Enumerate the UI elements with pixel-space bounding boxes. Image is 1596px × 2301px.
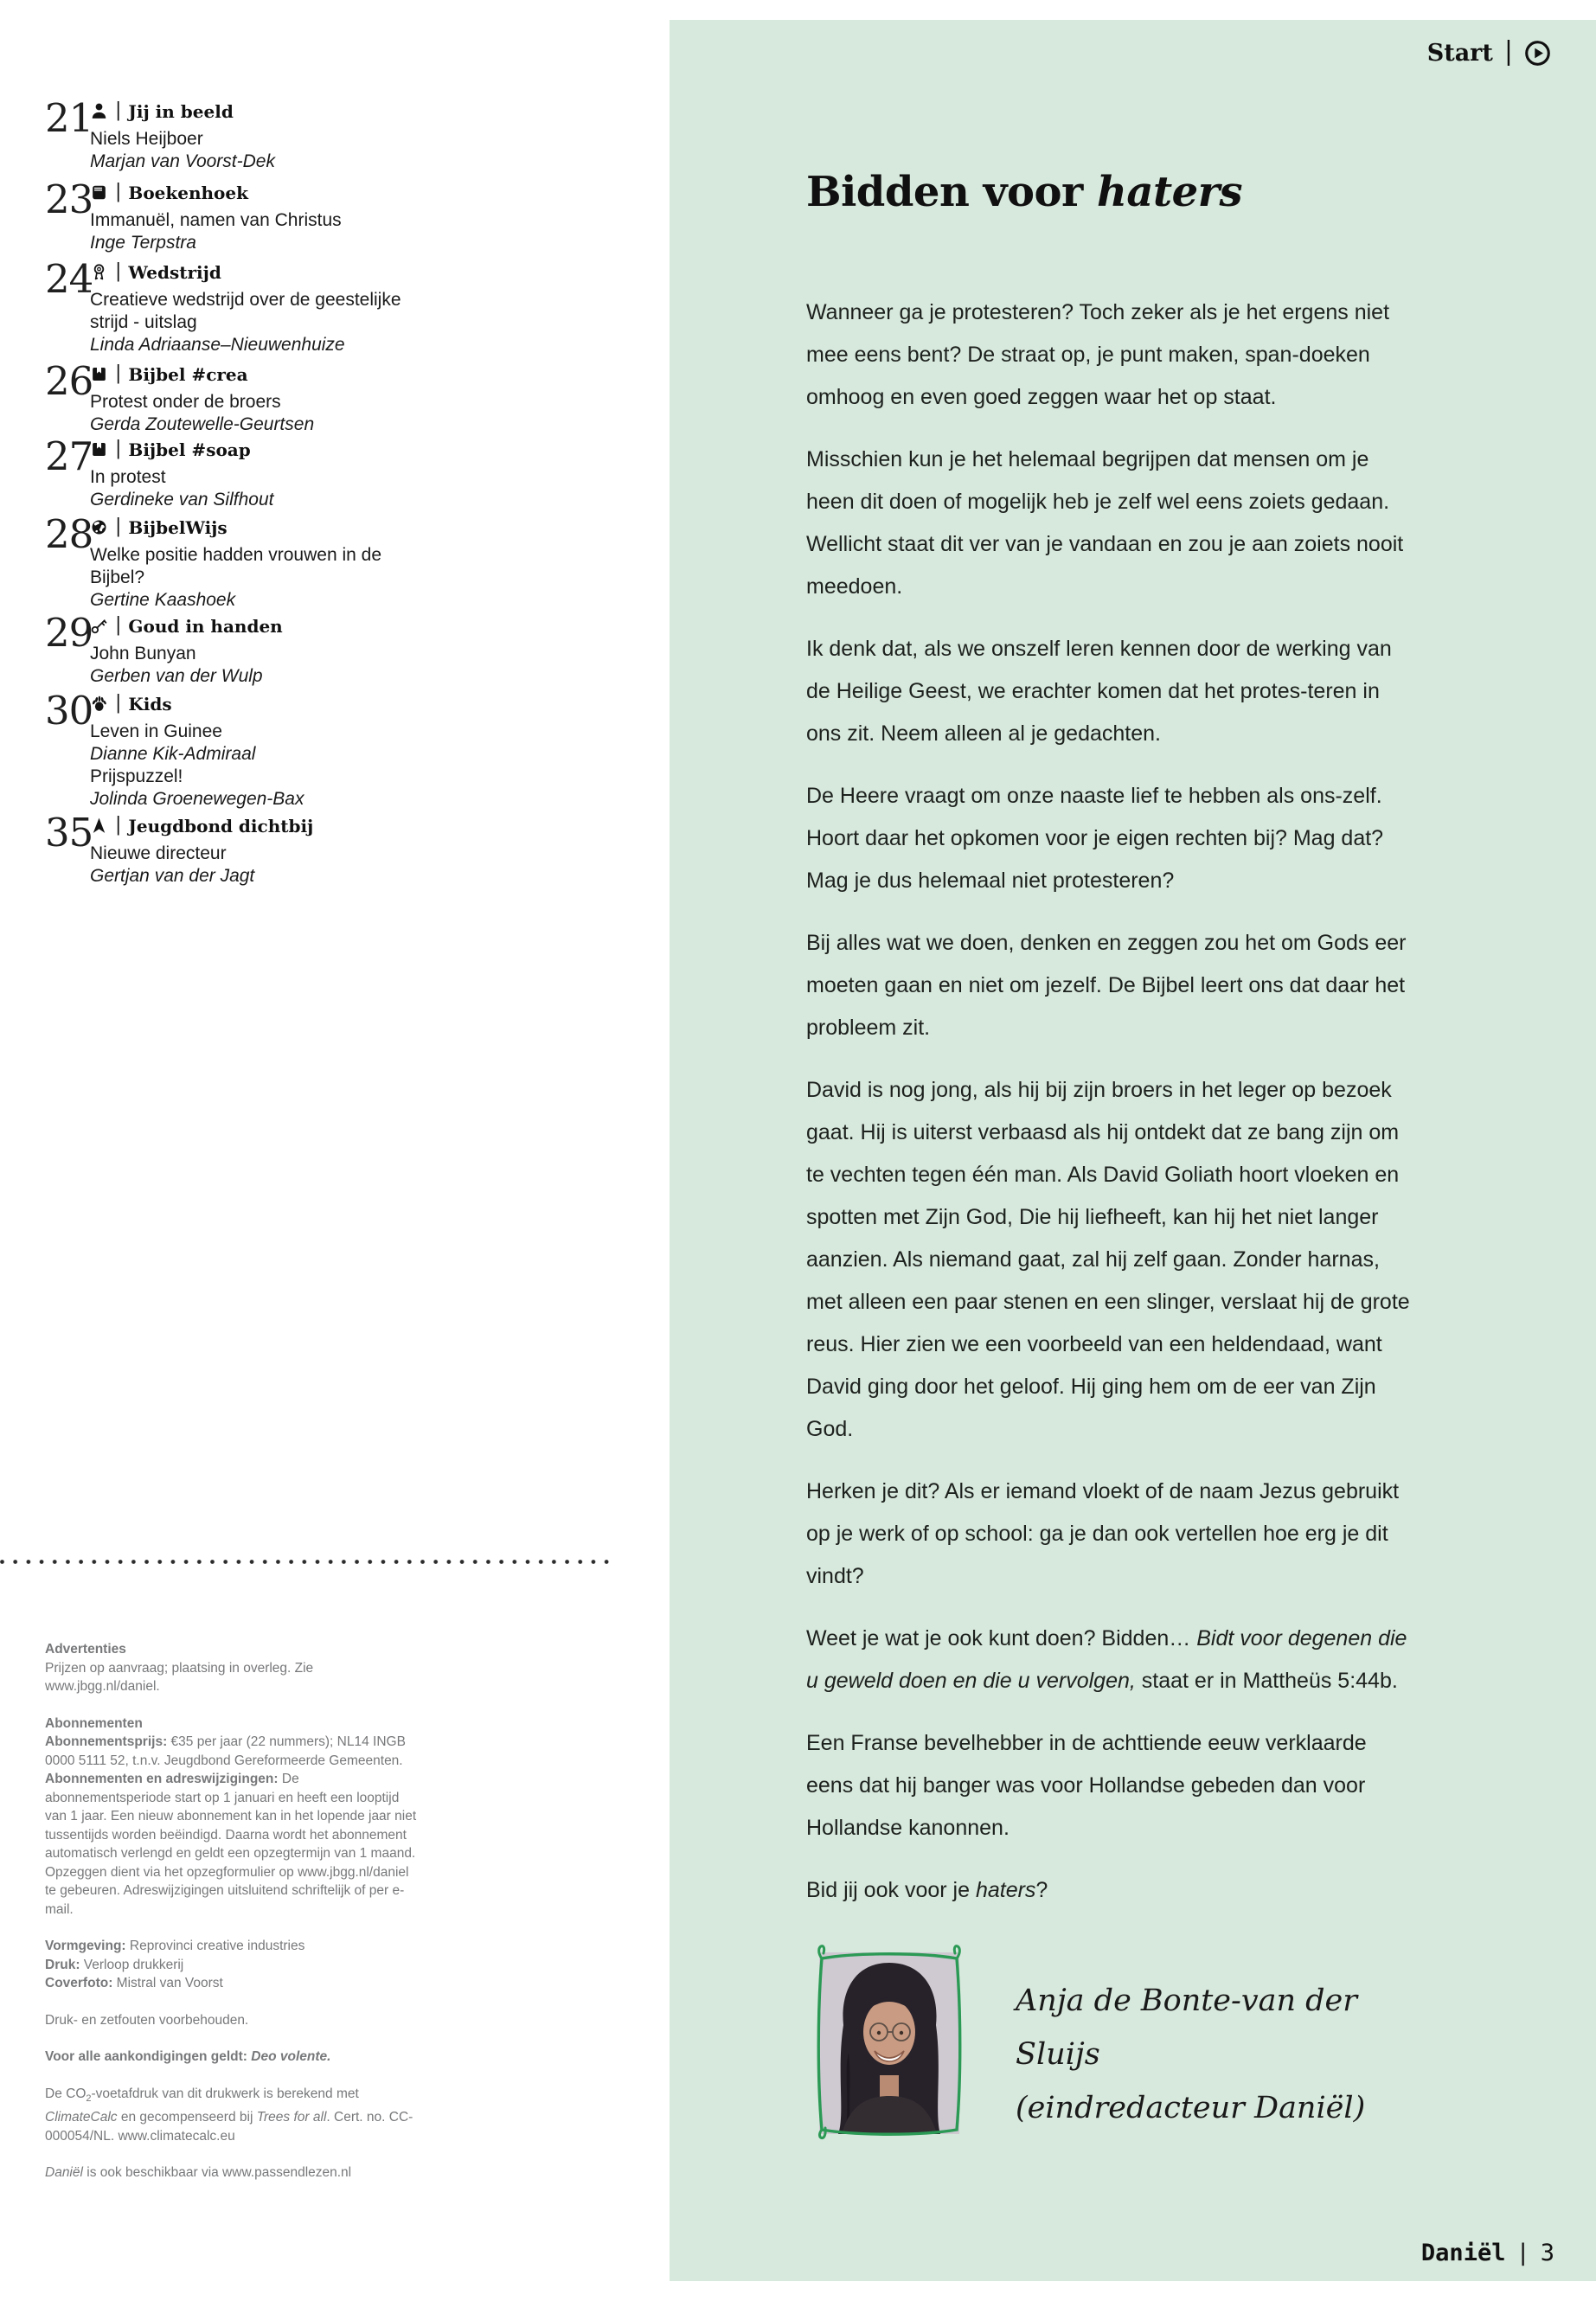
colophon-text: Vormgeving: Reprovinci creative industries (45, 1939, 305, 1953)
toc-divider: | (115, 438, 122, 459)
article-paragraph: Bij alles wat we doen, denken en zeggen zou het om Gods eer moeten gaan en niet om jezelf. De Bijbel leert ons dat daar het probleem zit. (806, 930, 1407, 1040)
toc-category (90, 261, 419, 283)
toc-title: Creatieve wedstrijd over de geestelijke (90, 290, 401, 310)
toc-page-number: 21 (45, 95, 93, 141)
hand-drawn-frame (806, 1938, 972, 2149)
page-number: 3 (1540, 2240, 1554, 2266)
toc-category (90, 363, 419, 385)
article (806, 170, 1417, 2149)
toc-entry[interactable] (45, 358, 419, 436)
toc-title: Protest onder de broers (90, 392, 281, 412)
article-paragraph: Misschien kun je het helemaal begrijpen dat mensen om je heen dit doen of mogelijk heb je zelf wel eens zoiets gedaan. Wellicht staat dit ver van je vandaan en zou je aan zoiets nooit meedoen. (806, 446, 1404, 599)
colophon-text: Abonnementsprijs: €35 per jaar (22 nummers); NL14 INGB 0000 5111 52, t.n.v. Jeugdbond Gereformeerde Gemeenten. (45, 1734, 406, 1768)
toc-entry-content (90, 693, 419, 811)
toc-entry-content (90, 516, 419, 612)
toc-category (90, 693, 419, 715)
toc-title: John Bunyan (90, 644, 196, 663)
toc-page-number: 35 (45, 810, 93, 856)
article-paragraph: Bid jij ook voor je haters? (806, 1877, 1048, 1902)
play-circle-icon[interactable] (1524, 40, 1551, 67)
toc-page-number: 28 (45, 511, 93, 557)
toc-category-label: Bijbel #crea (128, 363, 248, 385)
toc-title: Prijspuzzel! (90, 766, 183, 786)
toc-category (90, 516, 419, 538)
dotted-divider (0, 1560, 616, 1564)
toc-category-label: Boekenhoek (128, 182, 248, 203)
toc-divider: | (115, 814, 122, 836)
toc-entry-content (90, 182, 419, 254)
start-divider: | (1503, 36, 1513, 67)
toc-category (90, 182, 419, 203)
toc-entry[interactable] (45, 610, 419, 688)
toc-entry-content (90, 439, 419, 511)
toc-divider: | (115, 99, 122, 121)
toc-entry-content (90, 615, 419, 688)
toc-entry[interactable] (45, 256, 419, 356)
toc-title: Immanuël, namen van Christus (90, 210, 342, 230)
toc-page-number: 26 (45, 358, 93, 404)
colophon (45, 1640, 422, 2182)
toc-page-number: 29 (45, 610, 93, 656)
article-paragraph: Een Franse bevelhebber in de achttiende eeuw verklaarde eens dat hij banger was voor Hollandse gebeden dan voor Hollandse kanonnen. (806, 1730, 1367, 1840)
toc-author: Jolinda Groenewegen-Bax (90, 789, 304, 809)
toc-title: Bijbel? (90, 567, 145, 587)
toc-author: Linda Adriaanse–Nieuwenhuize (90, 335, 345, 355)
author-photo-frame (806, 1938, 972, 2149)
toc-page-number: 27 (45, 433, 93, 479)
colophon-text: Voor alle aankondigingen geldt: Deo volente. (45, 2049, 331, 2064)
toc-title: Leven in Guinee (90, 721, 222, 741)
toc-entry[interactable] (45, 810, 419, 888)
toc-entry[interactable] (45, 433, 419, 511)
article-paragraph: De Heere vraagt om onze naaste lief te hebben als ons-zelf. Hoort daar het opkomen voor je eigen rechten bij? Mag dat? Mag je dus helemaal niet protesteren? (806, 783, 1384, 893)
toc-category-label: BijbelWijs (128, 516, 228, 538)
author-block (806, 1938, 1417, 2149)
signature-role: (eindredacteur Daniël) (1016, 2090, 1366, 2125)
toc-page-number: 30 (45, 688, 93, 734)
toc-divider: | (115, 692, 122, 714)
toc-category-label: Wedstrijd (128, 261, 221, 283)
article-paragraph: Weet je wat je ook kunt doen? Bidden… Bidt voor degenen die u geweld doen en die u vervolgen, staat er in Mattheüs 5:44b. (806, 1625, 1407, 1693)
footer-divider: | (1516, 2240, 1530, 2266)
toc-title: Welke positie hadden vrouwen in de (90, 545, 381, 565)
toc-entry-content (90, 815, 419, 888)
article-title: Bidden voor haters (806, 168, 1243, 216)
start-nav[interactable] (1427, 38, 1551, 68)
toc-entry[interactable] (45, 95, 419, 173)
toc-author: Marjan van Voorst-Dek (90, 151, 275, 171)
toc-divider: | (115, 260, 122, 282)
article-paragraph: Herken je dit? Als er iemand vloekt of de naam Jezus gebruikt op je werk of op school: ga je dan ook vertellen hoe erg je dit vindt? (806, 1478, 1400, 1588)
toc-page-number: 23 (45, 176, 93, 222)
toc-entry[interactable] (45, 176, 419, 254)
magazine-name: Daniël (1420, 2240, 1506, 2266)
toc-author: Gerben van der Wulp (90, 666, 263, 686)
toc-author: Gerdineke van Silfhout (90, 490, 274, 510)
colophon-text: De $CO_2$-voetafdruk van dit drukwerk is berekend met ClimateCalc en gecompenseerd bij Trees for all. Cert. no. CC-000054/NL. www.climatecalc.eu (45, 2086, 413, 2144)
toc-category-label: Jeugdbond dichtbij (128, 815, 314, 836)
toc-category (90, 100, 419, 122)
toc-title: In protest (90, 467, 166, 487)
toc-author: Dianne Kik-Admiraal (90, 744, 256, 764)
toc-category-label: Kids (128, 693, 172, 715)
toc-divider: | (115, 614, 122, 636)
colophon-text: Druk- en zetfouten voorbehouden. (45, 2012, 249, 2028)
toc-author: Gerda Zoutewelle-Geurtsen (90, 414, 315, 434)
colophon-heading: Advertenties (45, 1642, 126, 1657)
toc-divider: | (115, 516, 122, 537)
toc-category (90, 615, 419, 637)
toc-entry-content (90, 100, 419, 173)
article-paragraph: Wanneer ga je protesteren? Toch zeker als je het ergens niet mee eens bent? De straat op, je punt maken, span-doeken omhoog en even goed zeggen waar het op staat. (806, 299, 1390, 409)
article-paragraph: Ik denk dat, als we onszelf leren kennen door de werking van de Heilige Geest, we erachter komen dat het protes-teren in ons zit. Neem alleen al je gedachten. (806, 636, 1392, 746)
colophon-text: Druk: Verloop drukkerij (45, 1957, 184, 1972)
toc-entry[interactable] (45, 688, 419, 811)
colophon-heading: Abonnementen (45, 1715, 143, 1731)
signature-name: Anja de Bonte-van der Sluijs (1016, 1983, 1357, 2072)
signature (1016, 1974, 1417, 2135)
toc-entry-content (90, 261, 419, 356)
toc-entry[interactable] (45, 511, 419, 612)
toc-author: Gertjan van der Jagt (90, 866, 255, 886)
toc-entry-content (90, 363, 419, 436)
toc-category (90, 815, 419, 836)
toc-author: Inge Terpstra (90, 233, 196, 253)
article-paragraph: David is nog jong, als hij bij zijn broers in het leger op bezoek gaat. Hij is uiterst verbaasd als hij ontdekt dat ze bang zijn om te vechten tegen één man. Als David Goliath hoort vloeken en spotten met Zijn God, Die hij liefheeft, kan hij het niet langer aanzien. Als niemand gaat, zal hij zelf gaan. Zonder harnas, met alleen een paar stenen en een slinger, verslaat hij de grote reus. Hier zien we een voorbeeld van een heldendaad, want David ging door het geloof. Hij ging hem om de eer van Zijn God. (806, 1077, 1410, 1441)
toc-category (90, 439, 419, 460)
toc-author: Gertine Kaashoek (90, 590, 236, 610)
toc-category-label: Bijbel #soap (128, 439, 251, 460)
toc-category-label: Goud in handen (128, 615, 283, 637)
toc-category-label: Jij in beeld (128, 100, 234, 122)
colophon-text: Daniël is ook beschikbaar via www.passendlezen.nl (45, 2165, 352, 2181)
colophon-text: Coverfoto: Mistral van Voorst (45, 1976, 223, 1990)
toc-divider: | (115, 362, 122, 384)
toc-title: strijd - uitslag (90, 312, 197, 332)
toc-divider: | (115, 181, 122, 202)
page-footer (1421, 2240, 1554, 2266)
colophon-text: Prijzen op aanvraag; plaatsing in overleg. Zie www.jbgg.nl/daniel. (45, 1660, 314, 1694)
toc-title: Niels Heijboer (90, 129, 203, 149)
start-label: Start (1426, 40, 1493, 67)
colophon-text: Abonnementen en adreswijzigingen: De abonnementsperiode start op 1 januari en heeft een looptijd van 1 jaar. Een nieuw abonnement kan in het lopende jaar niet tussentijds worden beëindigd. Daarna wordt het abonnement automatisch verlengd en geldt een opzegtermijn van 1 maand. Opzeggen dient via het opzegformulier op www.jbgg.nl/daniel te gebeuren. Adreswijzigingen uitsluitend schriftelijk of per e-mail. (45, 1772, 417, 1917)
toc-title: Nieuwe directeur (90, 843, 227, 863)
toc-page-number: 24 (45, 256, 93, 302)
